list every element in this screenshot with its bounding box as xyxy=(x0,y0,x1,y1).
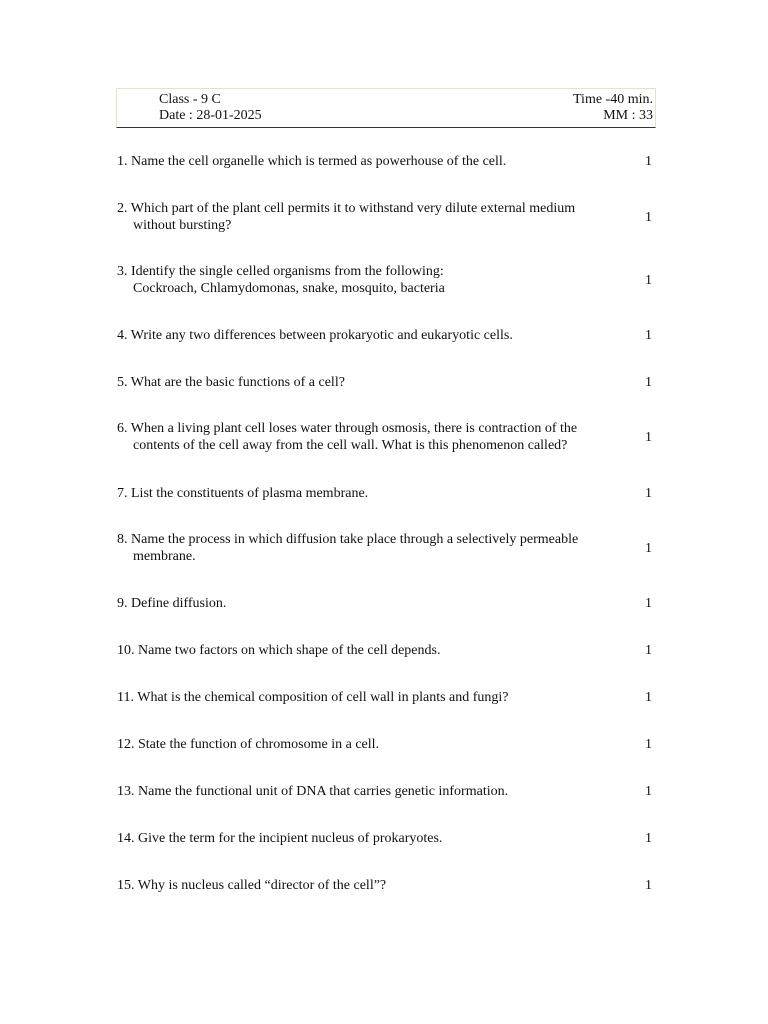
class-label: Class - 9 C xyxy=(159,92,221,107)
max-marks-label: MM : 33 xyxy=(603,108,653,123)
time-label: Time -40 min. xyxy=(573,92,653,107)
question-text xyxy=(117,420,643,454)
date-label: Date : 28-01-2025 xyxy=(159,108,262,123)
question-item xyxy=(117,689,657,706)
question-line: Identify the single celled organisms from the following: xyxy=(131,264,444,279)
question-text xyxy=(117,374,643,391)
question-item xyxy=(117,485,657,502)
question-text xyxy=(117,642,651,659)
exam-header xyxy=(116,88,656,128)
question-line: contents of the cell away from the cell wall. What is this phenomenon called? xyxy=(133,438,568,453)
question-text xyxy=(117,689,651,706)
question-item xyxy=(117,263,657,297)
question-number: 9. xyxy=(117,596,128,611)
question-item xyxy=(117,327,657,344)
question-number: 8. xyxy=(117,532,128,547)
question-item xyxy=(117,153,657,170)
question-line: Write any two differences between prokaryotic and eukaryotic cells. xyxy=(130,328,513,343)
question-line: Name the functional unit of DNA that carries genetic information. xyxy=(138,784,509,799)
question-item xyxy=(117,736,657,753)
question-number: 10. xyxy=(117,643,135,658)
question-number: 15. xyxy=(117,878,135,893)
question-marks: 1 xyxy=(645,209,652,225)
question-number: 2. xyxy=(117,201,128,216)
question-number: 3. xyxy=(117,264,128,279)
question-line: Cockroach, Chlamydomonas, snake, mosquito, bacteria xyxy=(133,281,445,296)
question-marks: 1 xyxy=(645,878,652,893)
question-number: 11. xyxy=(117,690,134,705)
question-number: 5. xyxy=(117,375,128,390)
question-line: When a living plant cell loses water through osmosis, there is contraction of the xyxy=(130,421,578,436)
question-line: Give the term for the incipient nucleus of prokaryotes. xyxy=(138,831,443,846)
question-marks: 1 xyxy=(645,643,652,658)
question-text xyxy=(117,736,651,753)
question-number: 6. xyxy=(117,421,128,436)
question-line: List the constituents of plasma membrane. xyxy=(131,486,369,501)
question-line: Name the cell organelle which is termed as powerhouse of the cell. xyxy=(131,154,507,169)
question-item xyxy=(117,830,657,847)
question-item xyxy=(117,642,657,659)
question-number: 13. xyxy=(117,784,135,799)
question-text xyxy=(117,531,643,565)
question-item xyxy=(117,374,657,391)
question-line: Define diffusion. xyxy=(131,596,227,611)
header-row-bottom xyxy=(159,108,653,124)
question-line: membrane. xyxy=(133,549,196,564)
question-item xyxy=(117,420,657,454)
question-number: 14. xyxy=(117,831,135,846)
question-marks: 1 xyxy=(645,596,652,611)
question-item xyxy=(117,531,657,565)
question-item xyxy=(117,200,657,234)
question-text xyxy=(117,877,651,894)
question-text xyxy=(117,595,643,612)
question-marks: 1 xyxy=(645,784,652,799)
question-item xyxy=(117,877,657,894)
question-item xyxy=(117,783,657,800)
header-row-top xyxy=(159,92,653,108)
question-text xyxy=(117,153,643,170)
question-text xyxy=(117,485,643,502)
question-item xyxy=(117,595,657,612)
question-line: Which part of the plant cell permits it to withstand very dilute external medium xyxy=(130,201,576,216)
question-line: Name two factors on which shape of the cell depends. xyxy=(138,643,441,658)
question-number: 1. xyxy=(117,154,128,169)
question-number: 4. xyxy=(117,328,128,343)
question-line: What are the basic functions of a cell? xyxy=(130,375,345,390)
question-text xyxy=(117,783,651,800)
question-line: State the function of chromosome in a cell. xyxy=(138,737,380,752)
question-marks: 1 xyxy=(645,154,652,169)
question-line: Why is nucleus called “director of the cell”? xyxy=(137,878,387,893)
question-text xyxy=(117,327,643,344)
question-marks: 1 xyxy=(645,540,652,556)
question-line: without bursting? xyxy=(133,218,232,233)
question-number: 7. xyxy=(117,486,128,501)
question-marks: 1 xyxy=(645,429,652,445)
question-number: 12. xyxy=(117,737,135,752)
question-text xyxy=(117,200,643,234)
question-text xyxy=(117,830,651,847)
question-marks: 1 xyxy=(645,831,652,846)
question-line: Name the process in which diffusion take place through a selectively permeable xyxy=(131,532,579,547)
question-marks: 1 xyxy=(645,737,652,752)
question-text xyxy=(117,263,643,297)
question-marks: 1 xyxy=(645,272,652,288)
question-line: What is the chemical composition of cell wall in plants and fungi? xyxy=(137,690,509,705)
question-marks: 1 xyxy=(645,690,652,705)
question-marks: 1 xyxy=(645,375,652,390)
question-marks: 1 xyxy=(645,486,652,501)
question-marks: 1 xyxy=(645,328,652,343)
